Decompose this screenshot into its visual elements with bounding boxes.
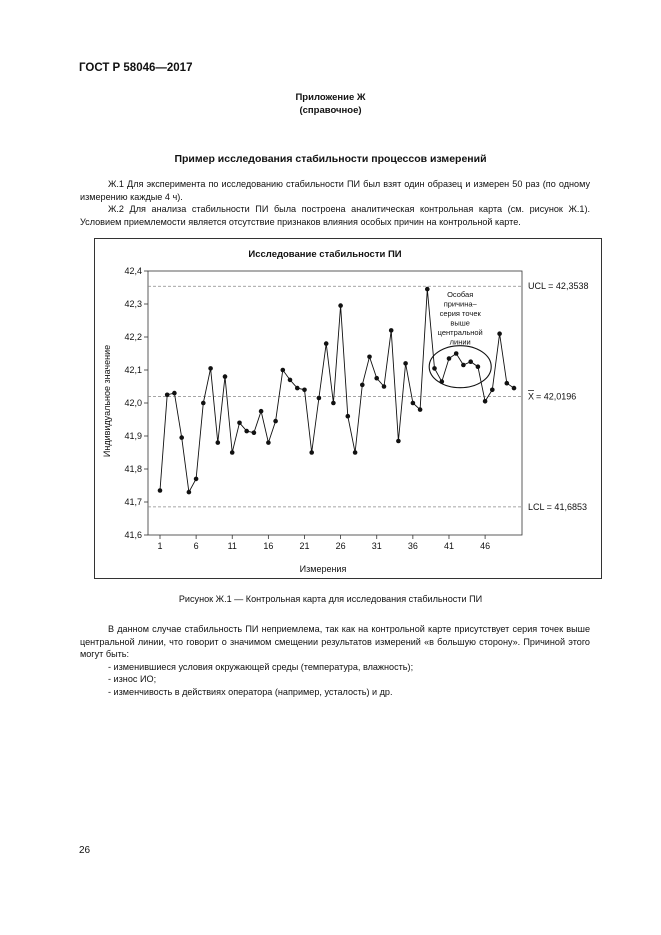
data-point	[172, 391, 177, 396]
data-point	[468, 359, 473, 364]
data-point	[194, 477, 199, 482]
list-item: - износ ИО;	[108, 674, 157, 685]
data-point	[425, 287, 430, 292]
data-point	[367, 355, 372, 360]
data-point	[389, 328, 394, 333]
data-point	[396, 439, 401, 444]
data-point	[505, 381, 510, 386]
x-tick-label: 16	[263, 541, 274, 551]
y-tick-label: 42,3	[124, 299, 142, 309]
chart-title: Исследование стабильности ПИ	[248, 249, 402, 260]
data-point	[216, 440, 221, 445]
paragraph-1: Ж.1 Для эксперимента по исследованию стабильности ПИ был взят один образец и измерен 50 раз (по одному измерению каждые 4 ч).	[80, 179, 590, 202]
data-point	[476, 364, 481, 369]
x-tick-label: 31	[371, 541, 382, 551]
annotation-special-cause	[429, 290, 491, 388]
control-chart	[95, 239, 601, 578]
x-tick-label: 1	[157, 541, 163, 551]
x-tick-label: 46	[480, 541, 491, 551]
x-tick-label: 11	[227, 541, 237, 551]
figure-frame	[94, 238, 602, 579]
x-tick-label: 41	[443, 541, 454, 551]
data-point	[497, 331, 502, 336]
data-point	[244, 429, 249, 434]
y-tick-label: 41,8	[124, 464, 142, 474]
data-point	[338, 303, 343, 308]
paragraph-3: В данном случае стабильность ПИ неприемлема, так как на контрольной карте присутствует серия точек выше центральной линии, что говорит о значимом смещении результатов измерений «в большую сторону». Причиной этого могут быть:	[80, 624, 590, 660]
x-axis-label: Измерения	[299, 564, 347, 574]
data-point	[411, 401, 416, 406]
x-tick-label: 21	[299, 541, 310, 551]
annotation-text: серия точек	[439, 309, 481, 318]
annotation-text: центральной	[437, 328, 483, 337]
data-point	[187, 490, 192, 495]
y-axis-label: Индивидуальное значение	[102, 344, 112, 458]
data-point	[281, 368, 286, 373]
data-point	[418, 407, 423, 412]
data-point	[230, 450, 235, 455]
y-tick-label: 41,6	[124, 530, 142, 540]
data-point	[353, 450, 358, 455]
annotation-text: Особая	[447, 290, 474, 299]
x-tick-label: 6	[193, 541, 199, 551]
data-point	[447, 356, 452, 361]
data-point	[223, 374, 228, 379]
appendix-title: Приложение Ж	[295, 92, 366, 103]
data-point	[259, 409, 264, 414]
data-point	[266, 440, 271, 445]
data-point	[302, 388, 307, 393]
reference-line-label: UCL = 42,3538	[528, 281, 589, 292]
reference-line-label: LCL = 41,6853	[528, 501, 587, 512]
data-point	[483, 399, 488, 404]
x-tick-label: 36	[407, 541, 418, 551]
figure-caption: Рисунок Ж.1 — Контрольная карта для исследования стабильности ПИ	[178, 594, 483, 604]
y-tick-label: 42,4	[124, 266, 142, 276]
data-point	[309, 450, 314, 455]
section-title: Пример исследования стабильности процессов измерений	[174, 153, 487, 165]
list-item: - изменившиеся условия окружающей среды (температура, влажность);	[108, 661, 414, 672]
data-point	[432, 366, 437, 371]
annotation-text: линии	[449, 337, 471, 347]
data-point	[201, 401, 206, 406]
data-point	[454, 351, 459, 356]
data-point	[512, 386, 517, 391]
data-point	[374, 376, 379, 381]
y-tick-label: 42,0	[124, 398, 142, 408]
paragraph-2: Ж.2 Для анализа стабильности ПИ была построена аналитическая контрольная карта (см. рисунок Ж.1). Условием приемлемости является отсутствие признаков влияния особых причин на контрольной карте.	[80, 204, 590, 227]
data-point	[317, 396, 322, 401]
appendix-subtitle: (справочное)	[299, 105, 362, 116]
y-tick-label: 41,9	[124, 431, 142, 441]
data-point	[208, 366, 213, 371]
reference-line-label: = 42,0196	[536, 391, 577, 402]
conclusion-text	[80, 623, 590, 699]
annotation-ellipse	[429, 346, 491, 388]
data-point	[288, 378, 293, 383]
appendix-heading	[0, 91, 661, 117]
y-tick-label: 41,7	[124, 497, 142, 507]
data-point	[158, 488, 163, 493]
data-point	[273, 419, 278, 424]
x-tick-label: 26	[335, 541, 346, 551]
data-point	[346, 414, 351, 419]
data-point	[165, 393, 170, 398]
data-point	[324, 341, 329, 346]
y-tick-label: 42,1	[124, 365, 142, 375]
page-number: 26	[79, 845, 91, 856]
data-point	[360, 383, 365, 388]
annotation-text: причина–	[443, 299, 477, 309]
data-point	[252, 430, 257, 435]
list-item: - изменчивость в действиях оператора (например, усталость) и др.	[108, 686, 393, 697]
data-point	[461, 363, 466, 368]
data-point	[490, 388, 495, 393]
document-header: ГОСТ Р 58046—2017	[79, 62, 193, 74]
data-point	[295, 386, 300, 391]
annotation-text: выше	[450, 318, 470, 328]
data-point	[382, 384, 387, 389]
y-tick-label: 42,2	[124, 332, 142, 342]
reference-line-symbol: X	[528, 391, 535, 402]
data-point	[179, 435, 184, 440]
data-point	[403, 361, 408, 366]
data-point	[237, 421, 242, 426]
intro-text	[80, 178, 590, 228]
data-point	[331, 401, 336, 406]
